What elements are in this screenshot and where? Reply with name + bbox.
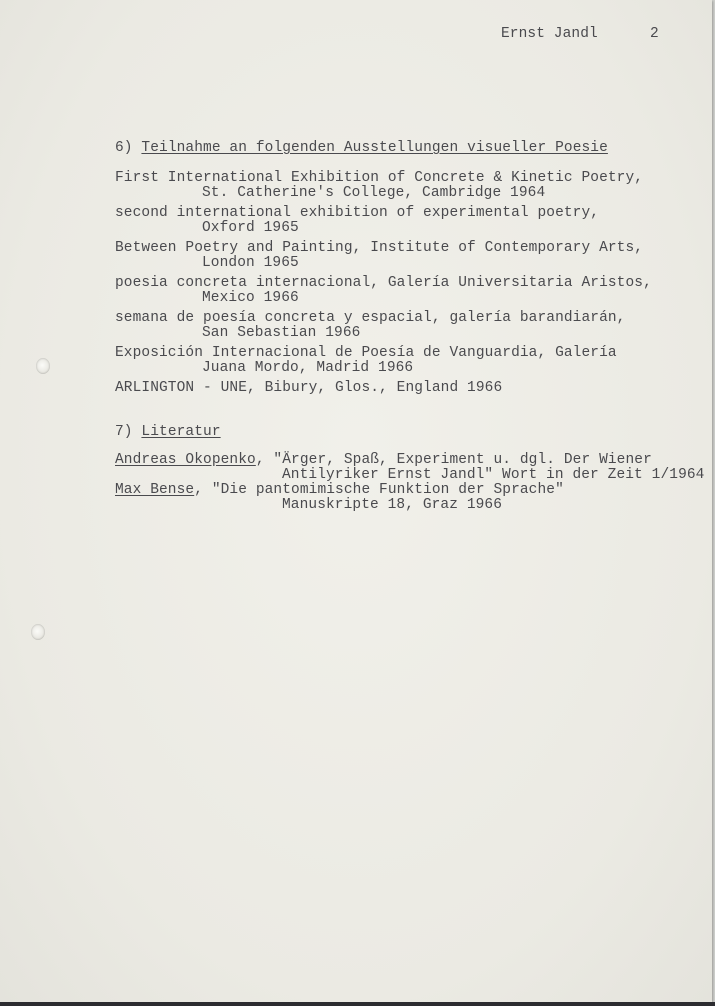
page-number: 2 — [650, 26, 659, 42]
literature-2-author: Max Bense — [115, 482, 195, 498]
literature-2-line-1 — [115, 482, 564, 498]
exhibition-4-line-2: Mexico 1966 — [202, 290, 299, 306]
exhibition-5-line-2: San Sebastian 1966 — [202, 325, 361, 341]
exhibition-2-line-1: second international exhibition of experimental poetry, — [115, 205, 600, 221]
literature-1-line-1 — [115, 452, 652, 468]
punch-hole-bottom — [31, 624, 45, 640]
exhibition-6-line-1: Exposición Internacional de Poesía de Vanguardia, Galería — [115, 345, 617, 361]
literature-1-line-2: Antilyriker Ernst Jandl" Wort in der Zeit 1/1964 — [282, 467, 705, 483]
section-7-title: Literatur — [141, 424, 221, 440]
exhibition-2-line-2: Oxford 1965 — [202, 220, 299, 236]
header-author: Ernst Jandl — [501, 26, 598, 42]
literature-2-title: , "Die pantomimische Funktion der Sprache" — [194, 482, 564, 498]
section-7-number: 7) — [115, 424, 133, 440]
exhibition-4-line-1: poesia concreta internacional, Galería Universitaria Aristos, — [115, 275, 652, 291]
scan-border — [0, 1002, 715, 1006]
punch-hole-top — [36, 358, 50, 374]
exhibition-3-line-2: London 1965 — [202, 255, 299, 271]
section-6-title: Teilnahme an folgenden Ausstellungen visueller Poesie — [141, 140, 608, 156]
exhibition-5-line-1: semana de poesía concreta y espacial, galería barandiarán, — [115, 310, 626, 326]
literature-1-author: Andreas Okopenko — [115, 452, 256, 468]
exhibition-1-line-2: St. Catherine's College, Cambridge 1964 — [202, 185, 546, 201]
section-6-heading — [115, 140, 608, 156]
exhibition-3-line-1: Between Poetry and Painting, Institute of Contemporary Arts, — [115, 240, 644, 256]
section-7-heading — [115, 424, 221, 440]
section-6-number: 6) — [115, 140, 133, 156]
literature-1-title: , "Ärger, Spaß, Experiment u. dgl. Der Wiener — [255, 452, 652, 468]
exhibition-7-line-1: ARLINGTON - UNE, Bibury, Glos., England 1966 — [115, 380, 503, 396]
exhibition-6-line-2: Juana Mordo, Madrid 1966 — [202, 360, 414, 376]
literature-2-line-2: Manuskripte 18, Graz 1966 — [282, 497, 503, 513]
exhibition-1-line-1: First International Exhibition of Concrete & Kinetic Poetry, — [115, 170, 644, 186]
